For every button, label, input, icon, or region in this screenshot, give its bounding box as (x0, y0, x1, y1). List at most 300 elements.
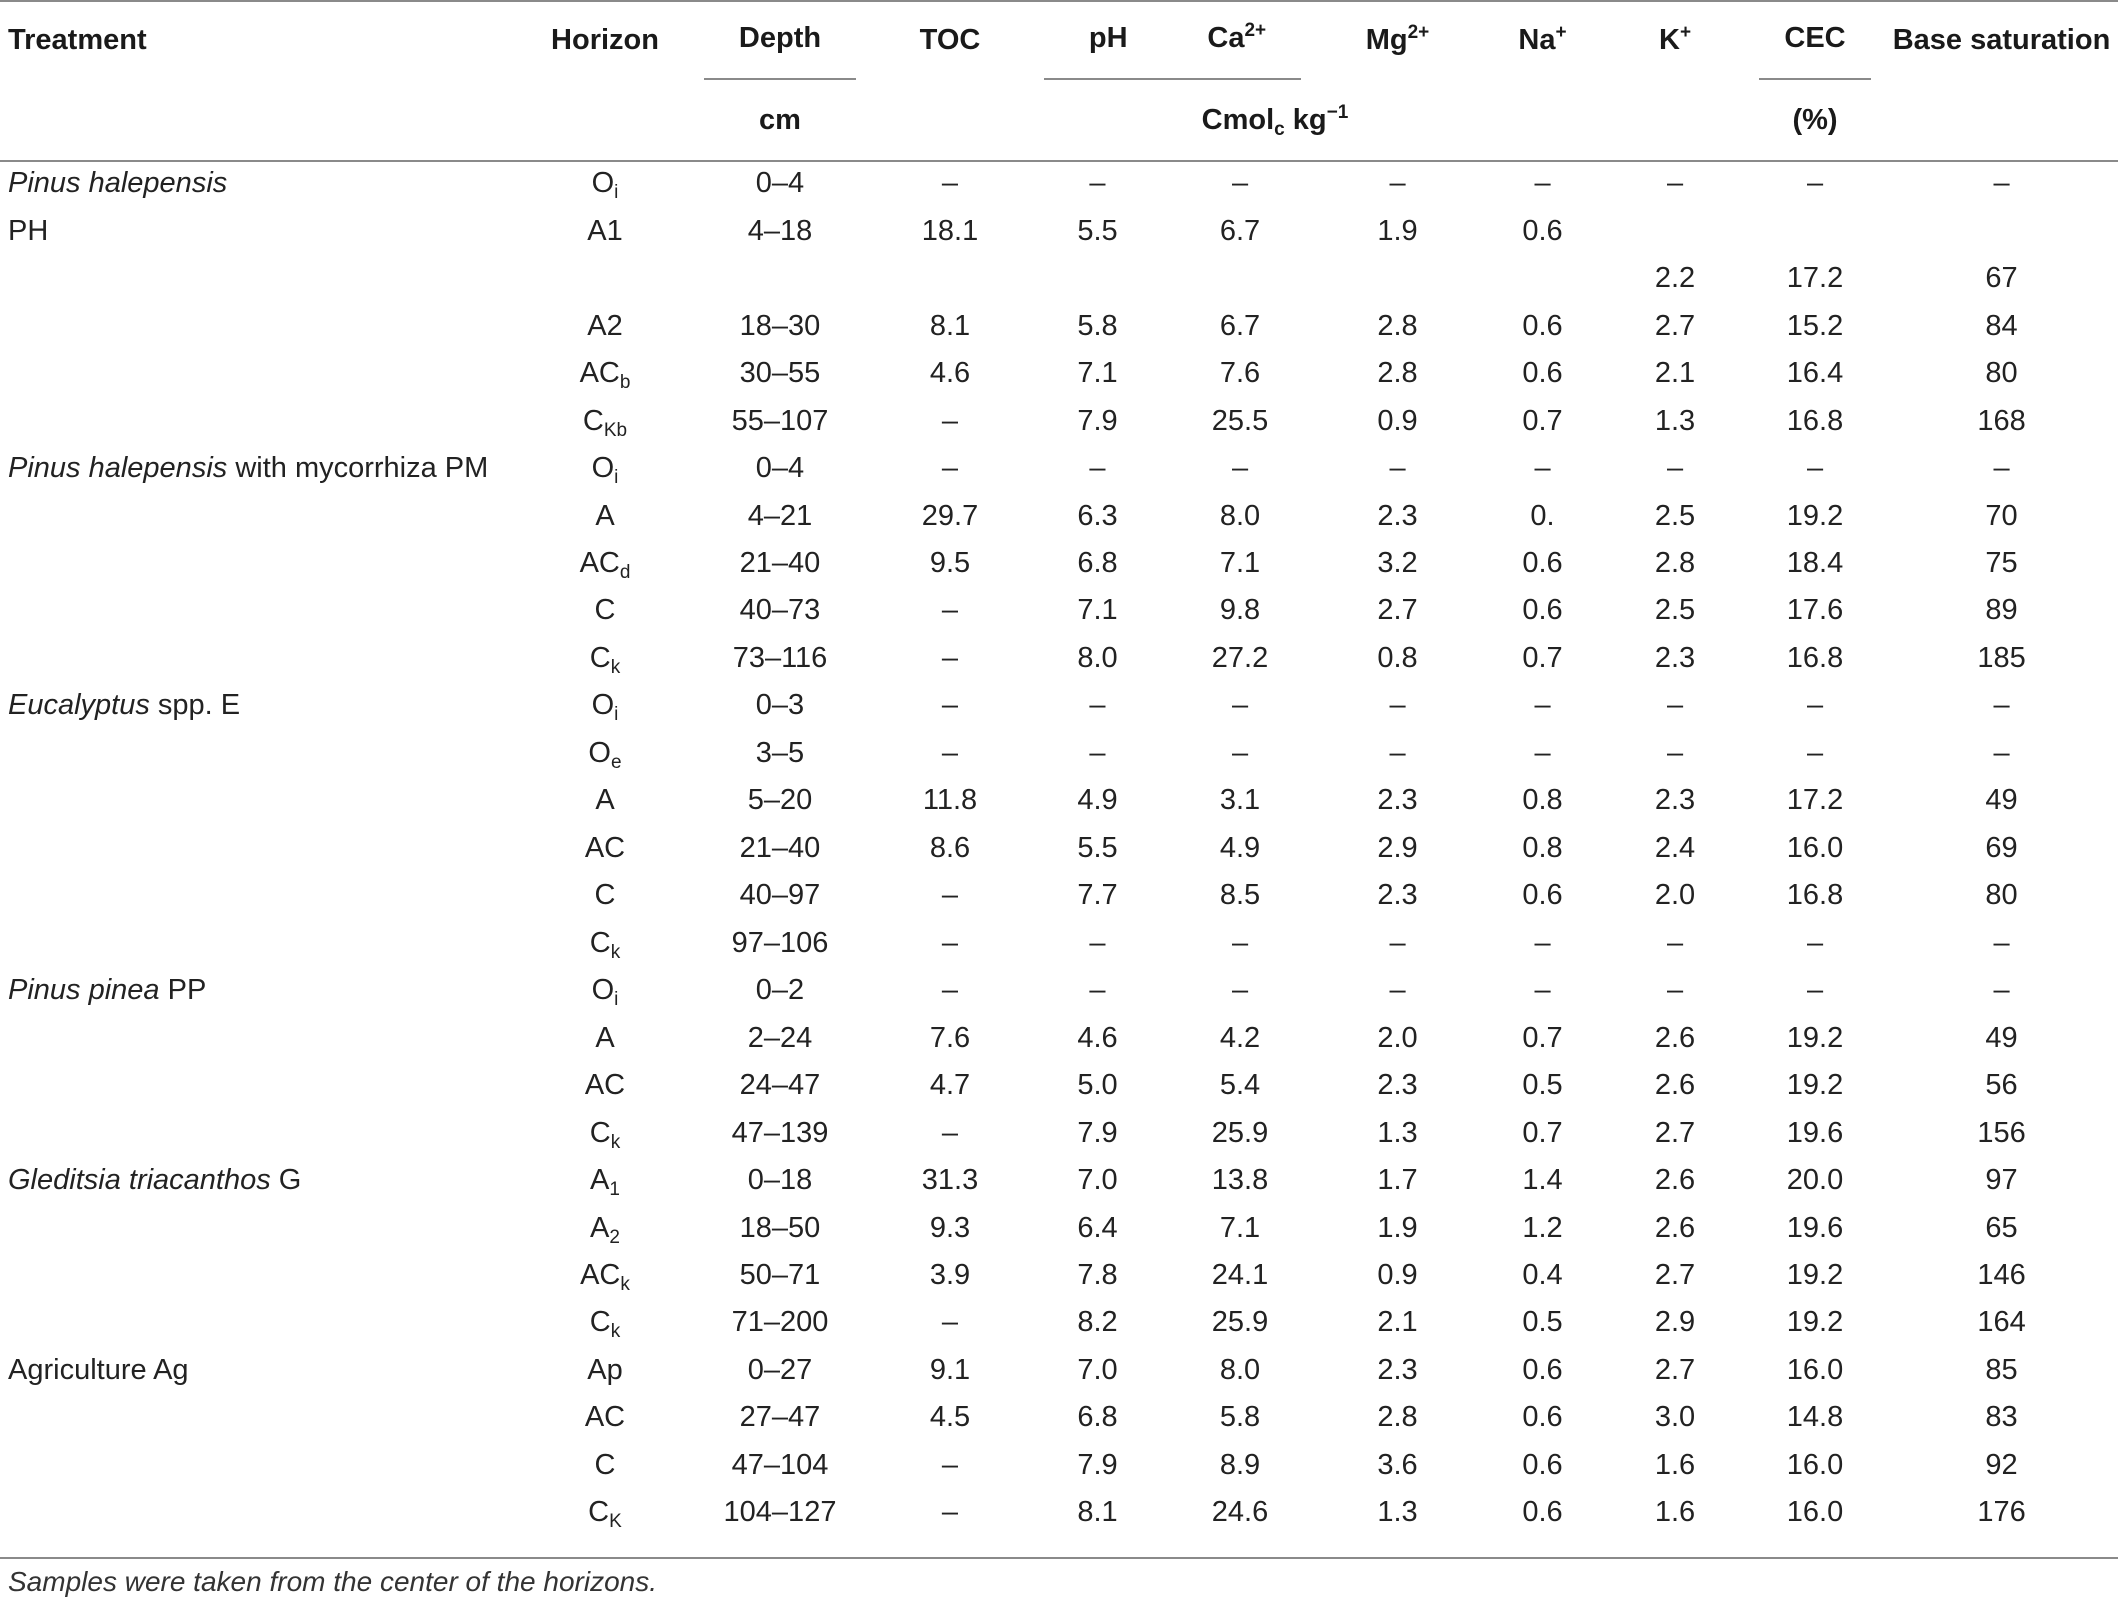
treatment-cell (0, 872, 520, 919)
col-header-treatment: Treatment (8, 23, 147, 56)
base-saturation-cell: 80 (1985, 879, 2018, 912)
ph-cell: 7.1 (1077, 594, 1118, 627)
table-row (0, 825, 2118, 872)
cec-cell: 19.6 (1786, 1211, 1844, 1244)
cec-cell: 15.2 (1786, 309, 1844, 342)
depth-cell: 71–200 (731, 1306, 829, 1339)
ca-cell: – (1231, 452, 1249, 485)
table-row (0, 872, 2118, 919)
toc-cell: 7.6 (929, 1021, 971, 1054)
toc-cell: 4.6 (929, 357, 971, 390)
k-cell: 1.6 (1654, 1496, 1696, 1529)
horizon-cell: C (594, 594, 616, 627)
base-saturation-cell: 49 (1985, 1021, 2018, 1054)
toc-cell: – (941, 404, 959, 437)
horizon-cell: $C_k$ (589, 1116, 621, 1153)
ph-cell: 4.9 (1077, 784, 1118, 817)
ph-cell: 7.7 (1077, 879, 1118, 912)
na-cell: 0.4 (1522, 1259, 1563, 1292)
ph-cell: 5.8 (1077, 309, 1118, 342)
na-cell: 1.2 (1522, 1211, 1563, 1244)
base-saturation-cell: 164 (1977, 1306, 2026, 1339)
na-cell: 0.5 (1522, 1306, 1563, 1339)
ca-cell: – (1231, 167, 1249, 200)
base-saturation-cell: 69 (1985, 831, 2018, 864)
horizon-cell: $A_2$ (590, 1211, 620, 1248)
cec-cell: 17.2 (1786, 784, 1844, 817)
k-cell: 2.3 (1654, 784, 1696, 817)
treatment-cell (0, 777, 520, 824)
treatment-cell: PH (8, 214, 49, 247)
treatment-cell: Gleditsia triacanthos G (8, 1164, 302, 1197)
depth-cell: 0–27 (747, 1353, 813, 1386)
ph-cell: – (1089, 689, 1106, 722)
horizon-cell: C (594, 1448, 616, 1481)
ph-cell: 7.9 (1077, 1116, 1118, 1149)
na-cell: 0.6 (1522, 546, 1563, 579)
mg-cell: 2.3 (1377, 1353, 1418, 1386)
mg-cell: 1.9 (1377, 214, 1418, 247)
col-header-ph-ca (1030, 0, 1315, 80)
bottom-rule (0, 1557, 2118, 1559)
base-saturation-cell: – (1993, 452, 2010, 485)
ph-cell: 6.8 (1077, 546, 1118, 579)
horizon-cell: $O_i$ (591, 689, 619, 726)
toc-cell: – (941, 736, 959, 769)
header-rule (0, 160, 2118, 162)
depth-cell: 3–5 (755, 736, 805, 769)
table-row (0, 920, 2118, 967)
depth-cell: 0–18 (747, 1164, 813, 1197)
mg-cell: 2.3 (1377, 879, 1418, 912)
treatment-cell (0, 350, 520, 397)
na-cell: 0.7 (1522, 641, 1563, 674)
na-cell: – (1534, 452, 1551, 485)
cec-cell: 17.2 (1786, 262, 1844, 295)
table-row (0, 540, 2118, 587)
toc-cell: – (941, 974, 959, 1007)
horizon-cell: A2 (587, 309, 623, 342)
cec-cell: 16.0 (1786, 1496, 1844, 1529)
cec-cell: 19.2 (1786, 1069, 1844, 1102)
treatment-cell (0, 1109, 520, 1156)
toc-cell: 8.1 (929, 309, 971, 342)
k-cell: 2.2 (1654, 262, 1696, 295)
mg-cell: – (1389, 689, 1406, 722)
table-row (0, 1347, 2118, 1394)
cec-cell: – (1806, 926, 1824, 959)
na-cell: 0.6 (1522, 1448, 1563, 1481)
k-cell: – (1666, 926, 1684, 959)
horizon-cell: A (595, 1021, 615, 1054)
mg-cell: 2.3 (1377, 784, 1418, 817)
toc-cell: 18.1 (921, 214, 979, 247)
k-cell: 1.6 (1654, 1448, 1696, 1481)
table-row (0, 1299, 2118, 1346)
treatment-cell: Pinus halepensis with mycorrhiza PM (8, 452, 489, 485)
base-saturation-cell: 97 (1985, 1164, 2018, 1197)
cec-cell: 16.0 (1786, 1353, 1844, 1386)
cec-cell: 20.0 (1786, 1164, 1844, 1197)
ph-cell: 4.6 (1077, 1021, 1118, 1054)
toc-cell: 4.7 (929, 1069, 971, 1102)
mg-cell: 1.7 (1377, 1164, 1418, 1197)
na-cell: 0.8 (1522, 831, 1563, 864)
horizon-cell: $O_e$ (588, 736, 622, 773)
depth-cell: 40–73 (739, 594, 821, 627)
ca-cell: 24.1 (1211, 1259, 1269, 1292)
depth-cell: 0–4 (755, 452, 805, 485)
treatment-cell (0, 540, 520, 587)
depth-cell: 4–18 (747, 214, 813, 247)
horizon-cell: $AC_d$ (579, 546, 631, 583)
ph-cell: 7.9 (1077, 404, 1118, 437)
depth-cell: 50–71 (739, 1259, 821, 1292)
toc-cell: – (941, 641, 959, 674)
depth-cell: 21–40 (739, 831, 821, 864)
depth-cell: 18–30 (739, 309, 821, 342)
na-cell: 0.7 (1522, 1021, 1563, 1054)
cec-cell: 16.8 (1786, 879, 1844, 912)
base-saturation-cell: 185 (1977, 641, 2026, 674)
na-cell: – (1534, 974, 1551, 1007)
ca-cell: – (1231, 689, 1249, 722)
ca-cell: 24.6 (1211, 1496, 1269, 1529)
horizon-cell: $C_K$ (588, 1496, 622, 1533)
treatment-cell (0, 397, 520, 444)
depth-cell: 0–2 (755, 974, 805, 1007)
na-cell: 1.4 (1522, 1164, 1563, 1197)
table-row (0, 397, 2118, 444)
toc-cell: – (941, 689, 959, 722)
depth-cell: 24–47 (739, 1069, 821, 1102)
ca-cell: 25.9 (1211, 1306, 1269, 1339)
k-cell (1605, 207, 1745, 254)
mg-cell: 2.8 (1377, 1401, 1418, 1434)
ca-cell: – (1231, 974, 1249, 1007)
ph-cell: – (1089, 167, 1106, 200)
table-row (0, 492, 2118, 539)
base-saturation-cell: – (1993, 926, 2010, 959)
table-row (0, 1394, 2118, 1441)
base-saturation-cell: 49 (1985, 784, 2018, 817)
ca-cell: 25.9 (1211, 1116, 1269, 1149)
ca-cell: 7.6 (1219, 357, 1261, 390)
ph-cell: 8.2 (1077, 1306, 1118, 1339)
toc-cell: 9.3 (929, 1211, 971, 1244)
treatment-cell: Eucalyptus spp. E (8, 689, 241, 722)
ph-cell: 5.5 (1077, 831, 1118, 864)
ca-cell: 27.2 (1211, 641, 1269, 674)
na-cell: 0.7 (1522, 1116, 1563, 1149)
base-saturation-cell: 84 (1985, 309, 2018, 342)
ph-cell: 6.8 (1077, 1401, 1118, 1434)
na-cell: – (1534, 736, 1551, 769)
treatment-cell (0, 1062, 520, 1109)
units-row (0, 80, 2118, 160)
toc-cell: – (941, 167, 959, 200)
horizon-cell: $C_k$ (589, 1306, 621, 1343)
mg-cell: 0.9 (1377, 404, 1418, 437)
horizon-cell: Ap (587, 1353, 623, 1386)
na-cell: – (1534, 926, 1551, 959)
treatment-cell (0, 1394, 520, 1441)
horizon-cell: $O_i$ (591, 167, 619, 204)
toc-cell: 4.5 (929, 1401, 971, 1434)
table-row (0, 302, 2118, 349)
col-header-toc: TOC (919, 23, 981, 56)
cec-cell (1745, 207, 1885, 254)
ph-cell: 8.1 (1077, 1496, 1118, 1529)
table-row (0, 967, 2118, 1014)
depth-cell: 97–106 (731, 926, 829, 959)
ph-cell: 6.3 (1077, 499, 1118, 532)
ca-cell: 8.0 (1219, 1353, 1261, 1386)
ca-cell: 6.7 (1219, 214, 1261, 247)
table-row (0, 255, 2118, 302)
ph-cell: – (1089, 736, 1106, 769)
ca-cell: 7.1 (1219, 1211, 1261, 1244)
cec-cell: 19.2 (1786, 499, 1844, 532)
col-header-ph: pH (1088, 22, 1128, 54)
ca-cell: – (1231, 736, 1249, 769)
k-cell: 2.1 (1654, 357, 1696, 390)
depth-cell: 104–127 (723, 1496, 837, 1529)
treatment-cell (0, 1442, 520, 1489)
depth-cell: 55–107 (731, 404, 829, 437)
col-header-mg: $Mg^{2+}$ (1365, 21, 1430, 56)
ph-cell: – (1089, 974, 1106, 1007)
ca-cell: 5.8 (1219, 1401, 1261, 1434)
table-row (0, 777, 2118, 824)
depth-cell (690, 255, 870, 302)
horizon-cell: $C_k$ (589, 641, 621, 678)
ca-cell: 3.1 (1219, 784, 1261, 817)
table-row (0, 730, 2118, 777)
treatment-cell: Pinus halepensis (8, 167, 228, 200)
depth-cell: 5–20 (747, 784, 813, 817)
table-row (0, 160, 2118, 207)
mg-cell: 2.9 (1377, 831, 1418, 864)
horizon-cell: A (595, 499, 615, 532)
ph-cell: 8.0 (1077, 641, 1118, 674)
depth-cell: 47–139 (731, 1116, 829, 1149)
horizon-cell: $A_1$ (590, 1164, 620, 1201)
k-cell: 3.0 (1654, 1401, 1696, 1434)
k-cell: 2.7 (1654, 1116, 1696, 1149)
k-cell: 2.0 (1654, 879, 1696, 912)
toc-cell (870, 255, 1030, 302)
na-cell: 0.6 (1522, 594, 1563, 627)
ca-cell: 8.5 (1219, 879, 1261, 912)
cec-cell: 16.0 (1786, 831, 1844, 864)
toc-cell: – (941, 1116, 959, 1149)
ph-cell: 6.4 (1077, 1211, 1118, 1244)
treatment-cell: Pinus pinea PP (8, 974, 207, 1007)
ph-cell: – (1089, 452, 1106, 485)
horizon-cell: $O_i$ (591, 974, 619, 1011)
ca-cell: – (1231, 926, 1249, 959)
na-cell (1480, 255, 1605, 302)
k-cell: 2.8 (1654, 546, 1696, 579)
mg-cell: 0.9 (1377, 1259, 1418, 1292)
mg-cell: 1.3 (1377, 1496, 1418, 1529)
toc-cell: – (941, 926, 959, 959)
treatment-cell (0, 492, 520, 539)
mg-cell (1315, 255, 1480, 302)
base-saturation-cell: 168 (1977, 404, 2026, 437)
depth-cell: 30–55 (739, 357, 821, 390)
ca-cell: 9.8 (1219, 594, 1261, 627)
mg-cell: – (1389, 736, 1406, 769)
k-cell: 1.3 (1654, 404, 1696, 437)
na-cell: 0.6 (1522, 214, 1563, 247)
base-saturation-cell (1885, 207, 2118, 254)
base-saturation-cell: 156 (1977, 1116, 2026, 1149)
table-row (0, 1489, 2118, 1536)
table-row (0, 207, 2118, 254)
k-cell: 2.5 (1654, 594, 1696, 627)
table-row (0, 1204, 2118, 1251)
horizon-cell: $C_k$ (589, 926, 621, 963)
cec-cell: – (1806, 167, 1824, 200)
treatment-cell (0, 302, 520, 349)
cec-cell: – (1806, 689, 1824, 722)
ca-cell (1165, 255, 1315, 302)
treatment-cell (0, 1014, 520, 1061)
cec-cell: 19.2 (1786, 1021, 1844, 1054)
base-saturation-cell: 67 (1985, 262, 2018, 295)
na-cell: 0.6 (1522, 357, 1563, 390)
base-saturation-cell: – (1993, 689, 2010, 722)
table-footnote: Samples were taken from the center of the horizons. (8, 1566, 657, 1597)
depth-cell: 40–97 (739, 879, 821, 912)
base-saturation-cell: 83 (1985, 1401, 2018, 1434)
horizon-cell: $AC_k$ (580, 1259, 630, 1296)
ph-cell: 7.0 (1077, 1353, 1118, 1386)
col-header-cec: CEC (1745, 0, 1885, 80)
k-cell: 2.6 (1654, 1069, 1696, 1102)
k-cell: 2.7 (1654, 1353, 1696, 1386)
depth-cell: 4–21 (747, 499, 813, 532)
treatment-cell (0, 1299, 520, 1346)
mg-cell: 2.8 (1377, 357, 1418, 390)
ph-cell: 7.9 (1077, 1448, 1118, 1481)
table-row (0, 1062, 2118, 1109)
mg-cell: 3.2 (1377, 546, 1418, 579)
mg-cell: – (1389, 974, 1406, 1007)
toc-cell: 29.7 (921, 499, 979, 532)
toc-cell: 31.3 (921, 1164, 979, 1197)
base-saturation-cell: – (1993, 736, 2010, 769)
col-header-k: K+ (1658, 21, 1692, 56)
cec-cell: 19.6 (1786, 1116, 1844, 1149)
treatment-cell (0, 635, 520, 682)
horizon-cell: C (594, 879, 616, 912)
cec-cell: 18.4 (1786, 546, 1844, 579)
mg-cell: – (1389, 452, 1406, 485)
na-cell: 0.6 (1522, 1353, 1563, 1386)
cec-cell: 16.0 (1786, 1448, 1844, 1481)
k-cell: – (1666, 974, 1684, 1007)
na-cell: 0.7 (1522, 404, 1563, 437)
header-row (0, 0, 2118, 80)
toc-cell: 11.8 (922, 784, 978, 817)
toc-cell: – (941, 879, 959, 912)
k-cell: 2.4 (1654, 831, 1696, 864)
horizon-cell: $AC_b$ (579, 357, 631, 394)
treatment-cell: Agriculture Ag (8, 1353, 189, 1386)
mg-cell: – (1389, 167, 1406, 200)
k-cell: – (1666, 452, 1684, 485)
horizon-cell: AC (584, 1401, 626, 1434)
na-cell: 0.5 (1522, 1069, 1563, 1102)
ph-cell: 5.0 (1077, 1069, 1118, 1102)
table-row (0, 587, 2118, 634)
k-cell: 2.3 (1654, 641, 1696, 674)
mg-cell: 3.6 (1377, 1448, 1418, 1481)
treatment-cell (0, 920, 520, 967)
ca-cell: 8.9 (1219, 1448, 1261, 1481)
cec-cell: – (1806, 736, 1824, 769)
depth-cell: 27–47 (739, 1401, 821, 1434)
horizon-cell: AC (584, 1069, 626, 1102)
ca-cell: 4.9 (1219, 831, 1261, 864)
mg-cell: – (1389, 926, 1406, 959)
ph-cell: 5.5 (1077, 214, 1118, 247)
ca-cell: 8.0 (1219, 499, 1261, 532)
cec-cell: 16.8 (1786, 641, 1844, 674)
base-saturation-cell: 75 (1985, 546, 2018, 579)
k-cell: 2.5 (1654, 499, 1696, 532)
toc-cell: – (941, 1448, 959, 1481)
cec-cell: 19.2 (1786, 1259, 1844, 1292)
base-saturation-cell: – (1993, 974, 2010, 1007)
na-cell: – (1534, 167, 1551, 200)
mg-cell: 1.3 (1377, 1116, 1418, 1149)
cec-cell: 16.8 (1786, 404, 1844, 437)
depth-cell: 2–24 (747, 1021, 813, 1054)
toc-cell: – (941, 1496, 959, 1529)
k-cell: 2.9 (1654, 1306, 1696, 1339)
base-saturation-cell: 80 (1985, 357, 2018, 390)
cec-cell: 14.8 (1786, 1401, 1844, 1434)
table-row (0, 1442, 2118, 1489)
horizon-cell: $C_{Kb}$ (582, 404, 628, 441)
cec-cell: 17.6 (1786, 594, 1844, 627)
table-row (0, 350, 2118, 397)
depth-cell: 0–3 (755, 689, 805, 722)
mg-cell: 2.0 (1377, 1021, 1418, 1054)
treatment-cell (0, 1204, 520, 1251)
treatment-cell (0, 1252, 520, 1299)
treatment-cell (0, 255, 520, 302)
ph-cell: 7.8 (1077, 1259, 1118, 1292)
toc-cell: 9.5 (929, 546, 971, 579)
mg-cell: 2.3 (1377, 1069, 1418, 1102)
depth-cell: 18–50 (739, 1211, 821, 1244)
horizon-cell: $O_i$ (591, 452, 619, 489)
k-cell: 2.6 (1654, 1021, 1696, 1054)
base-saturation-cell: 70 (1985, 499, 2018, 532)
na-cell: 0.6 (1522, 879, 1563, 912)
base-saturation-cell: 56 (1985, 1069, 2018, 1102)
ph-cell: 7.1 (1077, 357, 1118, 390)
toc-cell: 8.6 (929, 831, 971, 864)
table-row (0, 635, 2118, 682)
table-row (0, 1109, 2118, 1156)
col-header-na: Na+ (1518, 21, 1567, 56)
